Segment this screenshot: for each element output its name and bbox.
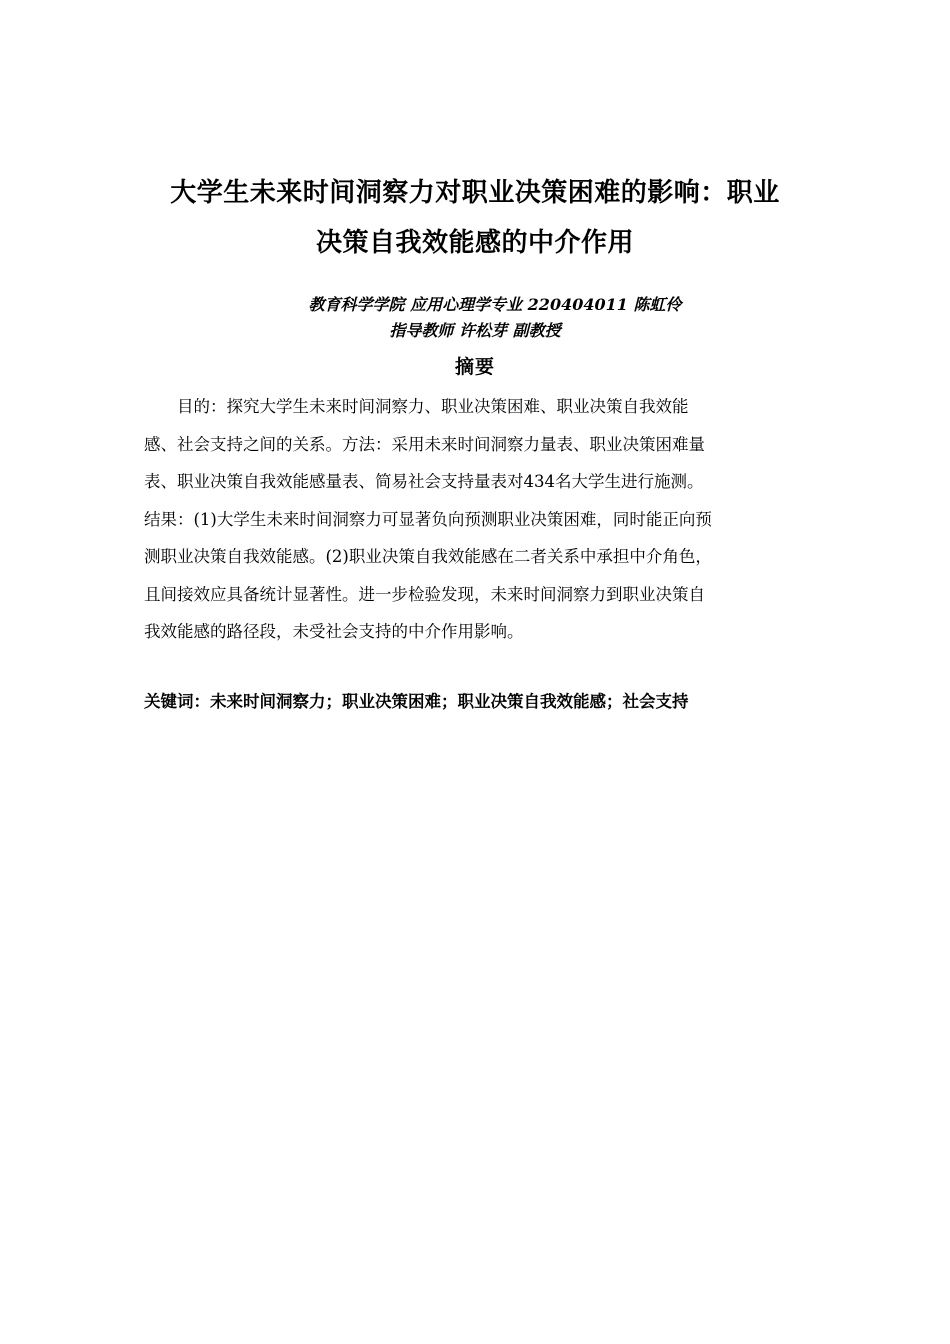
abstract-line: 测职业决策自我效能感。(2)职业决策自我效能感在二者关系中承担中介角色， [144, 547, 712, 566]
abstract-line: 结果：(1)大学生未来时间洞察力可显著负向预测职业决策困难，同时能正向预 [144, 509, 712, 529]
abstract-line: 我效能感的路径段，未受社会支持的中介作用影响。 [144, 622, 524, 641]
keywords: 关键词：未来时间洞察力；职业决策困难；职业决策自我效能感；社会支持 [144, 692, 689, 711]
title-line: 决策自我效能感的中介作用 [315, 228, 634, 258]
abstract-line: 且间接效应具备统计显著性。进一步检验发现，未来时间洞察力到职业决策自 [144, 584, 705, 604]
abstract-line: 目的：探究大学生未来时间洞察力、职业决策困难、职业决策自我效能 [177, 397, 689, 416]
paper-title [140, 168, 810, 268]
title-line: 大学生未来时间洞察力对职业决策困难的影响：职业 [170, 178, 780, 208]
abstract-line: 表、职业决策自我效能感量表、简易社会支持量表对434名大学生进行施测。 [144, 472, 704, 491]
abstract-line: 感、社会支持之间的关系。方法：采用未来时间洞察力量表、职业决策困难量 [144, 434, 705, 454]
abstract-body [144, 388, 808, 651]
advisor-info: 指导教师 许松芽 副教授 [389, 321, 561, 340]
author-info: 教育科学学院 应用心理学专业 220404011 陈虹伶 [308, 295, 682, 314]
abstract-heading: 摘要 [454, 356, 495, 378]
